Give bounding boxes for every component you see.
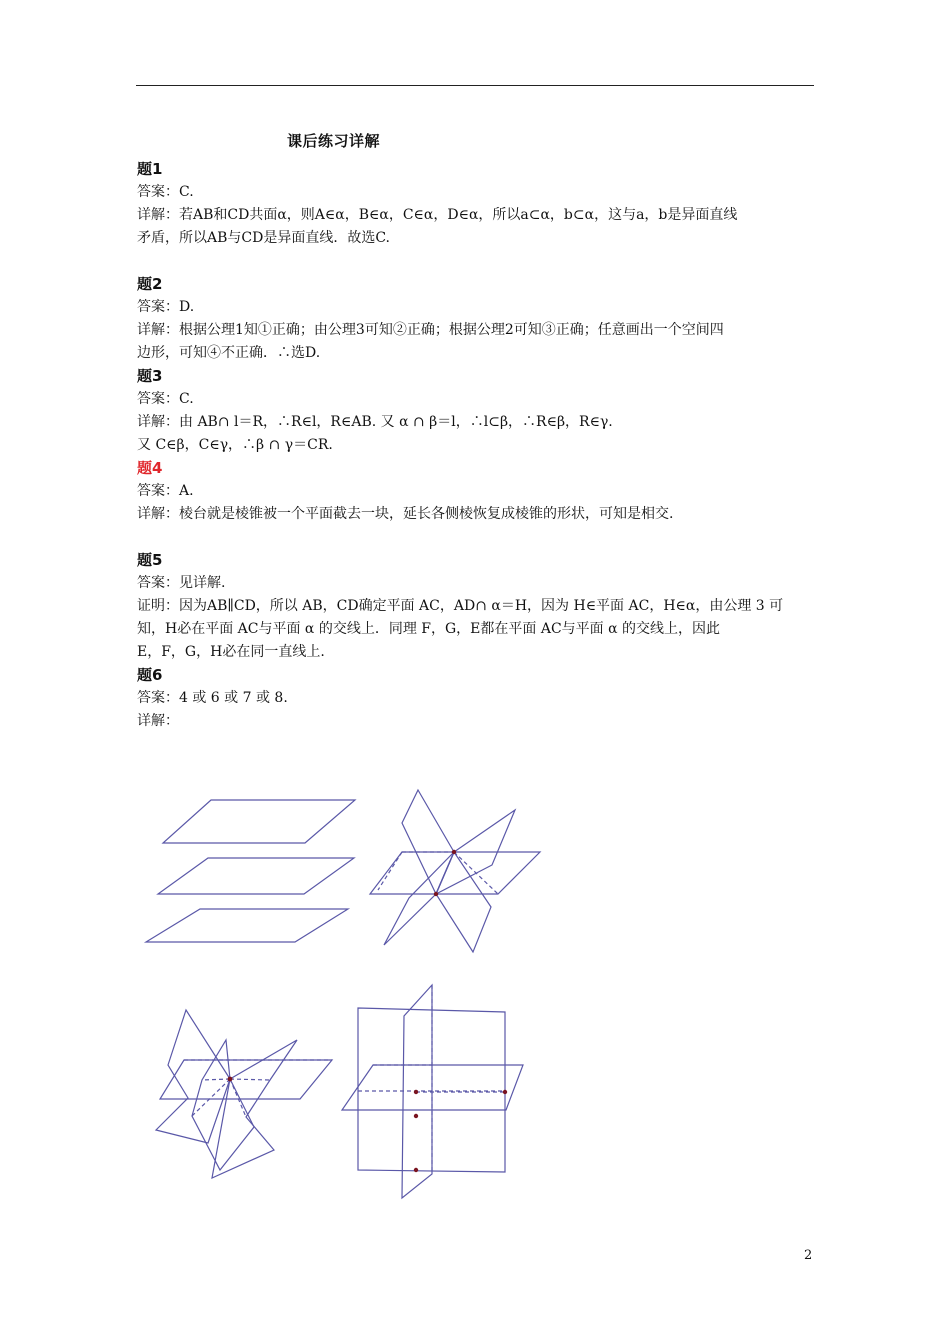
detail-line: 详解：若AB和CD共面α，则A∈α，B∈α，C∈α，D∈α，所以a⊂α，b⊂α，这与a，b是异面直线 [137, 207, 738, 223]
detail-line: 边形，可知④不正确．∴选D. [137, 345, 321, 361]
intersection-point [503, 1090, 507, 1094]
intersection-point [228, 1077, 233, 1082]
detail-line: 详解： [137, 713, 179, 729]
answer-line: 答案：C. [137, 391, 194, 407]
vertical-plane [436, 852, 491, 952]
answer-line: 答案：4 或 6 或 7 或 8. [137, 690, 288, 706]
figure-star-planes [156, 1010, 332, 1178]
page-number: 2 [804, 1248, 813, 1263]
detail-line: 知，H必在平面 AC与平面 α 的交线上．同理 F，G，E都在平面 AC与平面 α 的交线上，因此 [137, 621, 721, 637]
question-label: 题4 [137, 459, 163, 477]
detail-line: 详解：棱台就是棱锥被一个平面截去一块，延长各侧棱恢复成棱锥的形状，可知是相交. [137, 506, 674, 522]
solutions-body [137, 158, 817, 733]
vertical-plane [384, 852, 454, 945]
detail-line: 矛盾，所以AB与CD是异面直线．故选C. [137, 230, 390, 246]
oblique-plane [212, 1040, 297, 1178]
detail-line: E，F，G，H必在同一直线上. [137, 644, 325, 660]
answer-line: 答案：A. [137, 483, 194, 499]
intersection-point [414, 1114, 418, 1118]
intersection-point [434, 892, 438, 896]
horizontal-plane [370, 852, 540, 894]
figure-three-parallel-planes [146, 800, 355, 942]
intersection-point [452, 850, 456, 854]
parallel-plane [146, 909, 348, 942]
answer-line: 答案：D. [137, 299, 195, 315]
question-label: 题6 [137, 666, 163, 684]
answer-line: 答案：见详解. [137, 575, 226, 591]
question-label: 题2 [137, 275, 163, 293]
detail-line: 又 C∈β，C∈γ，∴β ∩ γ＝CR. [137, 437, 333, 453]
detail-line: 证明：因为AB∥CD，所以 AB，CD确定平面 AC，AD∩ α＝H，因为 H∈平面 AC，H∈α，由公理 3 可 [137, 598, 784, 614]
intersection-point [414, 1168, 418, 1172]
figure-perpendicular-planes [342, 985, 523, 1198]
question-label: 题5 [137, 551, 163, 569]
detail-line: 详解：根据公理1知①正确；由公理3可知②正确；根据公理2可知③正确；任意画出一个空间四 [137, 322, 724, 338]
detail-line: 详解：由 AB∩ l＝R，∴R∈l，R∈AB. 又 α ∩ β＝l，∴l⊂β，∴R∈β，R∈γ. [137, 414, 613, 430]
parallel-plane [158, 858, 354, 894]
intersection-point [414, 1090, 418, 1094]
page-title: 课后练习详解 [287, 132, 381, 150]
question-label: 题1 [137, 160, 163, 178]
question-label: 题3 [137, 367, 163, 385]
header-rule [136, 85, 814, 86]
figure-planes-through-line [370, 790, 540, 952]
oblique-plane [156, 1010, 230, 1143]
parallel-plane [163, 800, 355, 843]
answer-line: 答案：C. [137, 184, 194, 200]
planes-figures [130, 780, 550, 1210]
